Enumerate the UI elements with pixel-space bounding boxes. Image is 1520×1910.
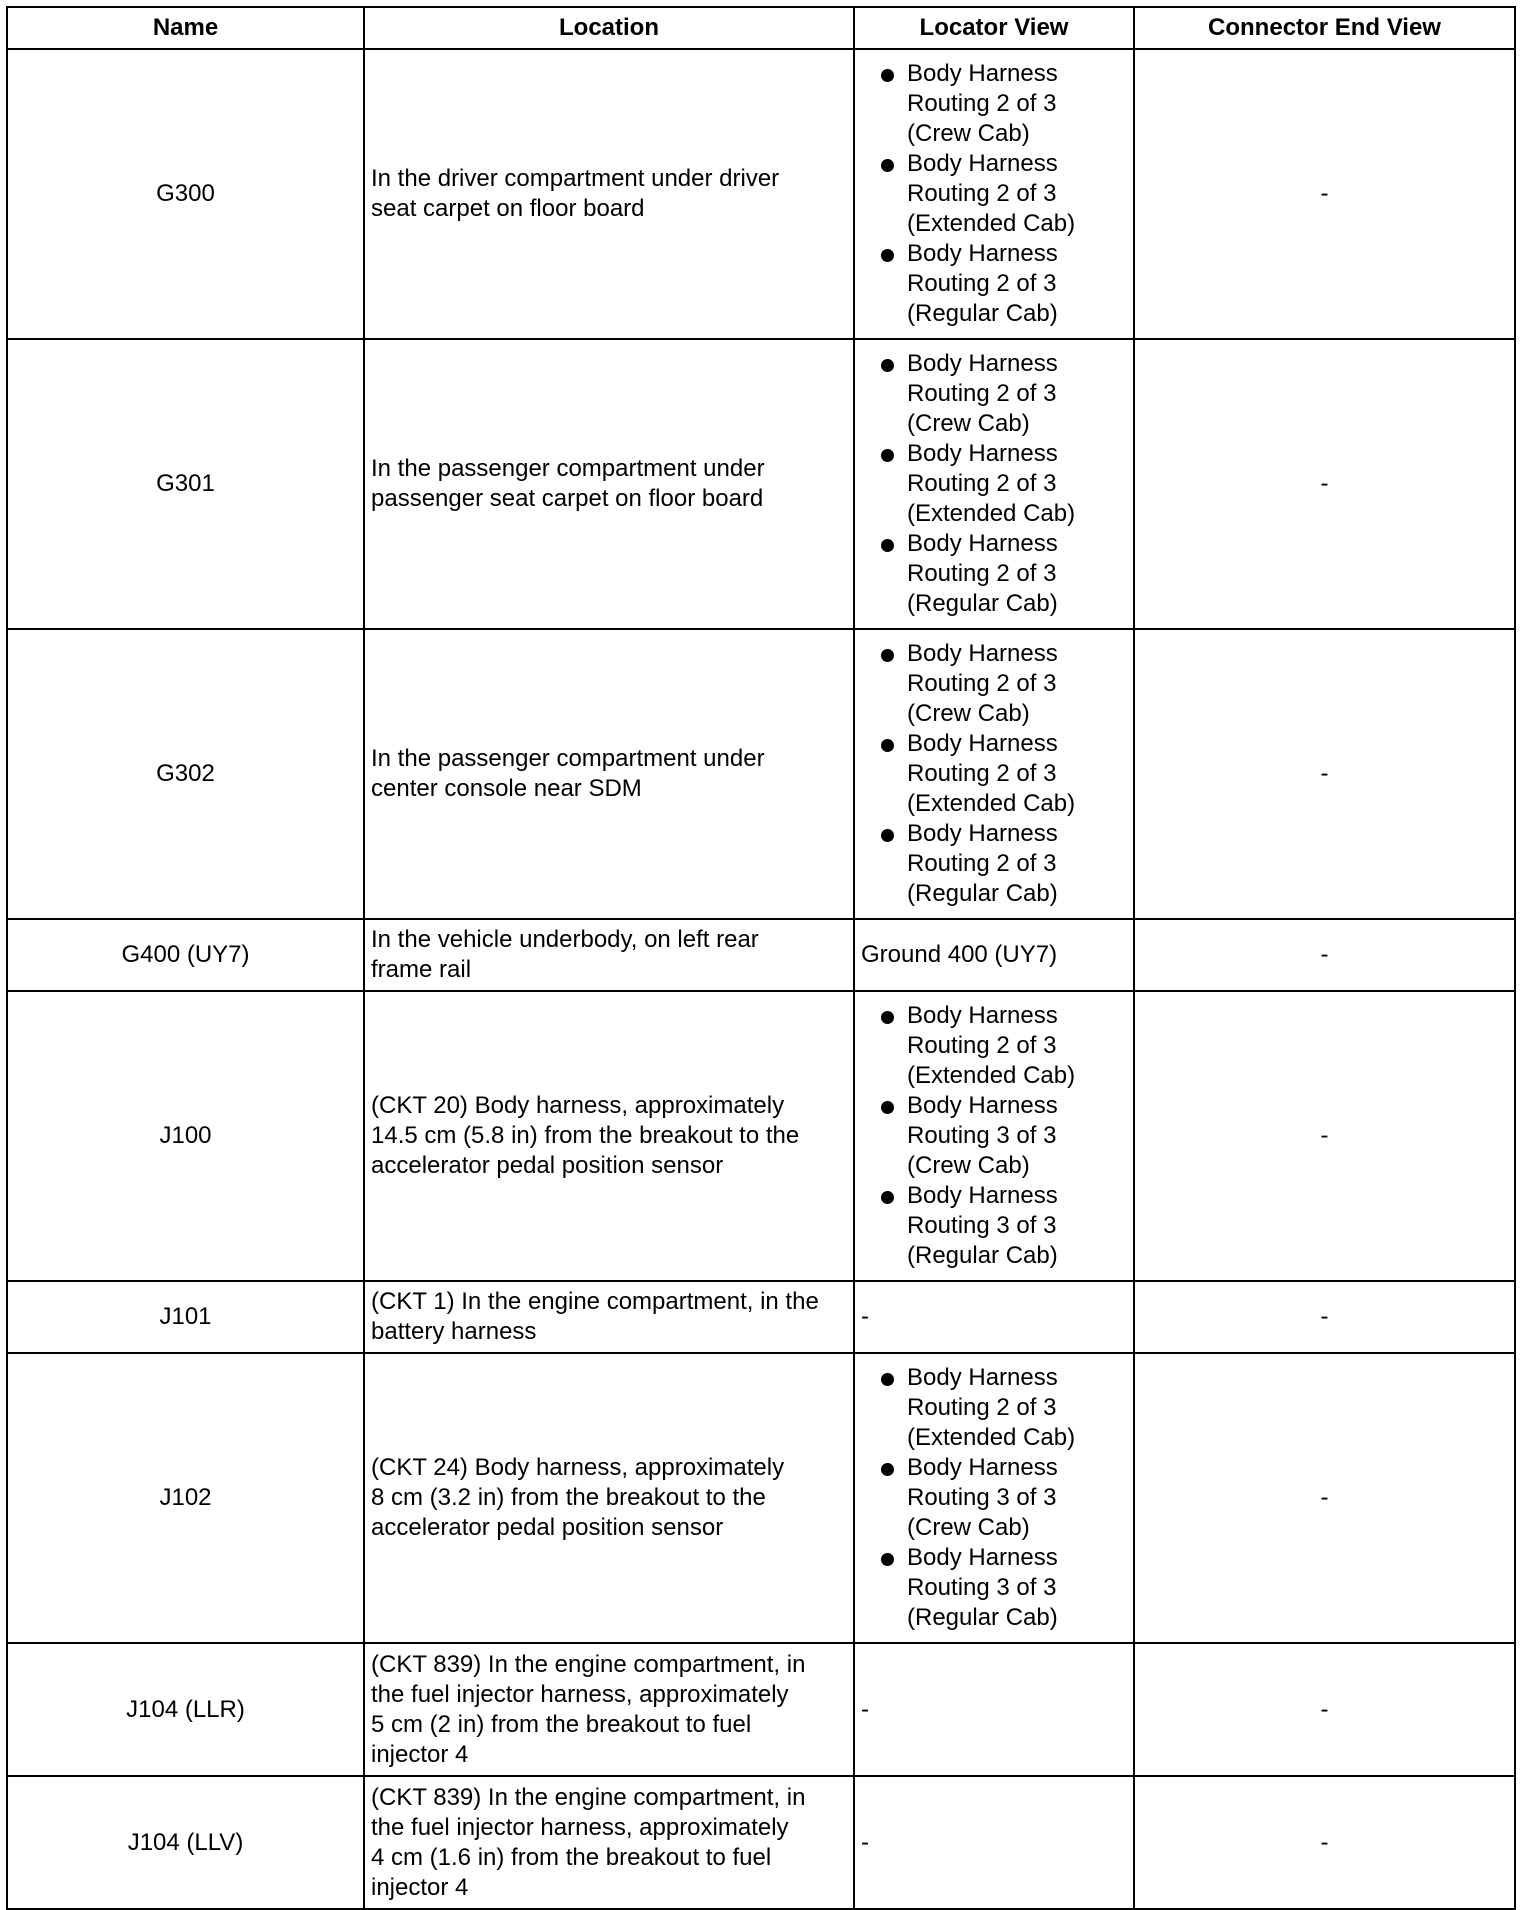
table-row: [7, 1643, 1515, 1776]
locator-line: Body Harness: [907, 350, 1058, 377]
locator-line: Routing 3 of 3: [907, 1122, 1057, 1149]
locator-line: Routing 2 of 3: [907, 90, 1057, 117]
cell-locator-view: [854, 991, 1134, 1281]
cell-locator-view: [854, 1353, 1134, 1643]
location-line: In the driver compartment under driver: [371, 165, 780, 192]
locator-list-item: [875, 1091, 1127, 1181]
locator-line: Routing 2 of 3: [907, 1032, 1057, 1059]
locator-line: (Crew Cab): [907, 700, 1030, 727]
locator-list-item: [875, 59, 1127, 149]
location-line: In the passenger compartment under: [371, 745, 765, 772]
cell-connector-end-view: -: [1134, 49, 1515, 339]
cell-location: [364, 49, 854, 339]
locator-list-item: [875, 1001, 1127, 1091]
locator-line: Body Harness: [907, 530, 1058, 557]
locator-line: Body Harness: [907, 1182, 1058, 1209]
bullet-icon: [881, 1553, 894, 1566]
cell-location: [364, 1353, 854, 1643]
header-location: Location: [364, 7, 854, 49]
header-row: [7, 7, 1515, 49]
cell-locator-view: -: [854, 1643, 1134, 1776]
table-row: [7, 991, 1515, 1281]
locator-list-item: [875, 239, 1127, 329]
location-line: (CKT 839) In the engine compartment, in: [371, 1783, 806, 1811]
locator-list-item: [875, 349, 1127, 439]
cell-location: [364, 991, 854, 1281]
cell-connector-end-view: -: [1134, 629, 1515, 919]
bullet-icon: [881, 359, 894, 372]
locator-list-item: [875, 529, 1127, 619]
locator-line: Routing 2 of 3: [907, 560, 1057, 587]
locator-line: Routing 2 of 3: [907, 180, 1057, 207]
cell-name: G301: [7, 339, 364, 629]
locator-line: (Extended Cab): [907, 1424, 1076, 1451]
location-line: injector 4: [371, 1873, 469, 1901]
locator-list-item: [875, 1363, 1127, 1453]
cell-locator-view: -: [854, 1281, 1134, 1353]
bullet-icon: [881, 1373, 894, 1386]
cell-locator-view: [854, 49, 1134, 339]
locator-list-item: [875, 439, 1127, 529]
locator-line: (Crew Cab): [907, 120, 1030, 147]
location-line: 5 cm (2 in) from the breakout to fuel: [371, 1710, 752, 1738]
bullet-icon: [881, 249, 894, 262]
cell-name: J104 (LLR): [7, 1643, 364, 1776]
location-line: In the vehicle underbody, on left rear: [371, 926, 759, 953]
cell-location: [364, 1643, 854, 1776]
bullet-icon: [881, 1101, 894, 1114]
cell-location: [364, 339, 854, 629]
location-line: the fuel injector harness, approximately: [371, 1813, 789, 1841]
table-row: [7, 339, 1515, 629]
header-name: Name: [7, 7, 364, 49]
locator-line: Routing 2 of 3: [907, 760, 1057, 787]
cell-location: [364, 1281, 854, 1353]
locator-line: (Regular Cab): [907, 300, 1058, 327]
cell-location: [364, 629, 854, 919]
bullet-icon: [881, 449, 894, 462]
location-line: (CKT 1) In the engine compartment, in the: [371, 1288, 819, 1315]
locator-line: Body Harness: [907, 240, 1058, 267]
cell-connector-end-view: -: [1134, 1776, 1515, 1909]
locator-list: [875, 1001, 1127, 1271]
header-locator-view: Locator View: [854, 7, 1134, 49]
locator-line: Routing 3 of 3: [907, 1574, 1057, 1601]
cell-connector-end-view: -: [1134, 919, 1515, 991]
location-line: 4 cm (1.6 in) from the breakout to fuel: [371, 1843, 772, 1871]
locator-line: Body Harness: [907, 640, 1058, 667]
locator-line: Body Harness: [907, 1092, 1058, 1119]
locator-line: Routing 2 of 3: [907, 380, 1057, 407]
locator-line: Body Harness: [907, 1002, 1058, 1029]
location-line: In the passenger compartment under: [371, 455, 765, 482]
locator-line: Body Harness: [907, 60, 1058, 87]
cell-name: J101: [7, 1281, 364, 1353]
bullet-icon: [881, 539, 894, 552]
locator-list: [875, 1363, 1127, 1633]
locator-list: [875, 59, 1127, 329]
cell-connector-end-view: -: [1134, 1353, 1515, 1643]
locator-line: Routing 2 of 3: [907, 1394, 1057, 1421]
locator-line: (Regular Cab): [907, 1604, 1058, 1631]
location-line: accelerator pedal position sensor: [371, 1514, 724, 1541]
cell-name: J100: [7, 991, 364, 1281]
locator-line: Routing 2 of 3: [907, 270, 1057, 297]
bullet-icon: [881, 1191, 894, 1204]
locator-line: (Regular Cab): [907, 1242, 1058, 1269]
locator-line: (Regular Cab): [907, 590, 1058, 617]
locator-line: (Crew Cab): [907, 1152, 1030, 1179]
cell-name: G300: [7, 49, 364, 339]
locator-line: (Crew Cab): [907, 410, 1030, 437]
location-line: center console near SDM: [371, 775, 642, 802]
cell-location: [364, 1776, 854, 1909]
location-line: (CKT 24) Body harness, approximately: [371, 1454, 785, 1481]
locator-line: Routing 3 of 3: [907, 1212, 1057, 1239]
cell-locator-view: [854, 629, 1134, 919]
cell-name: J102: [7, 1353, 364, 1643]
locator-line: (Regular Cab): [907, 880, 1058, 907]
table-row: [7, 1776, 1515, 1909]
locator-line: Body Harness: [907, 440, 1058, 467]
cell-locator-view: Ground 400 (UY7): [854, 919, 1134, 991]
location-line: (CKT 839) In the engine compartment, in: [371, 1650, 806, 1678]
bullet-icon: [881, 1463, 894, 1476]
table-row: [7, 1281, 1515, 1353]
location-line: frame rail: [371, 956, 472, 983]
locator-list-item: [875, 1453, 1127, 1543]
locator-line: Routing 2 of 3: [907, 470, 1057, 497]
bullet-icon: [881, 739, 894, 752]
locator-line: Routing 2 of 3: [907, 850, 1057, 877]
cell-connector-end-view: -: [1134, 1643, 1515, 1776]
cell-location: [364, 919, 854, 991]
locator-line: Body Harness: [907, 730, 1058, 757]
location-line: injector 4: [371, 1740, 469, 1768]
location-line: 8 cm (3.2 in) from the breakout to the: [371, 1484, 766, 1511]
locator-line: (Extended Cab): [907, 500, 1076, 527]
table-row: [7, 49, 1515, 339]
bullet-icon: [881, 159, 894, 172]
location-line: accelerator pedal position sensor: [371, 1152, 724, 1179]
locator-list-item: [875, 1181, 1127, 1271]
table-row: [7, 629, 1515, 919]
locator-list-item: [875, 819, 1127, 909]
cell-connector-end-view: -: [1134, 991, 1515, 1281]
locator-line: Body Harness: [907, 1454, 1058, 1481]
location-line: (CKT 20) Body harness, approximately: [371, 1092, 785, 1119]
locator-list-item: [875, 729, 1127, 819]
locator-line: (Extended Cab): [907, 1062, 1076, 1089]
locator-line: Body Harness: [907, 820, 1058, 847]
location-line: passenger seat carpet on floor board: [371, 485, 764, 512]
location-line: 14.5 cm (5.8 in) from the breakout to the: [371, 1122, 800, 1149]
locator-line: Body Harness: [907, 1544, 1058, 1571]
location-line: battery harness: [371, 1318, 537, 1345]
locator-line: Body Harness: [907, 150, 1058, 177]
locator-list: [875, 349, 1127, 619]
cell-connector-end-view: -: [1134, 1281, 1515, 1353]
locator-list-item: [875, 639, 1127, 729]
header-connector-end-view: Connector End View: [1134, 7, 1515, 49]
table-row: [7, 1353, 1515, 1643]
location-line: seat carpet on floor board: [371, 195, 645, 222]
cell-name: J104 (LLV): [7, 1776, 364, 1909]
bullet-icon: [881, 1011, 894, 1024]
cell-locator-view: [854, 339, 1134, 629]
table-row: [7, 919, 1515, 991]
locator-line: Body Harness: [907, 1364, 1058, 1391]
locator-line: Routing 2 of 3: [907, 670, 1057, 697]
locator-list: [875, 639, 1127, 909]
locator-list-item: [875, 149, 1127, 239]
location-line: the fuel injector harness, approximately: [371, 1680, 789, 1708]
bullet-icon: [881, 649, 894, 662]
cell-name: G302: [7, 629, 364, 919]
cell-connector-end-view: -: [1134, 339, 1515, 629]
locator-list-item: [875, 1543, 1127, 1633]
connector-location-table: [6, 6, 1516, 1910]
locator-line: (Extended Cab): [907, 790, 1076, 817]
bullet-icon: [881, 829, 894, 842]
locator-line: (Extended Cab): [907, 210, 1076, 237]
cell-locator-view: -: [854, 1776, 1134, 1909]
locator-line: (Crew Cab): [907, 1514, 1030, 1541]
locator-line: Routing 3 of 3: [907, 1484, 1057, 1511]
cell-name: G400 (UY7): [7, 919, 364, 991]
bullet-icon: [881, 69, 894, 82]
